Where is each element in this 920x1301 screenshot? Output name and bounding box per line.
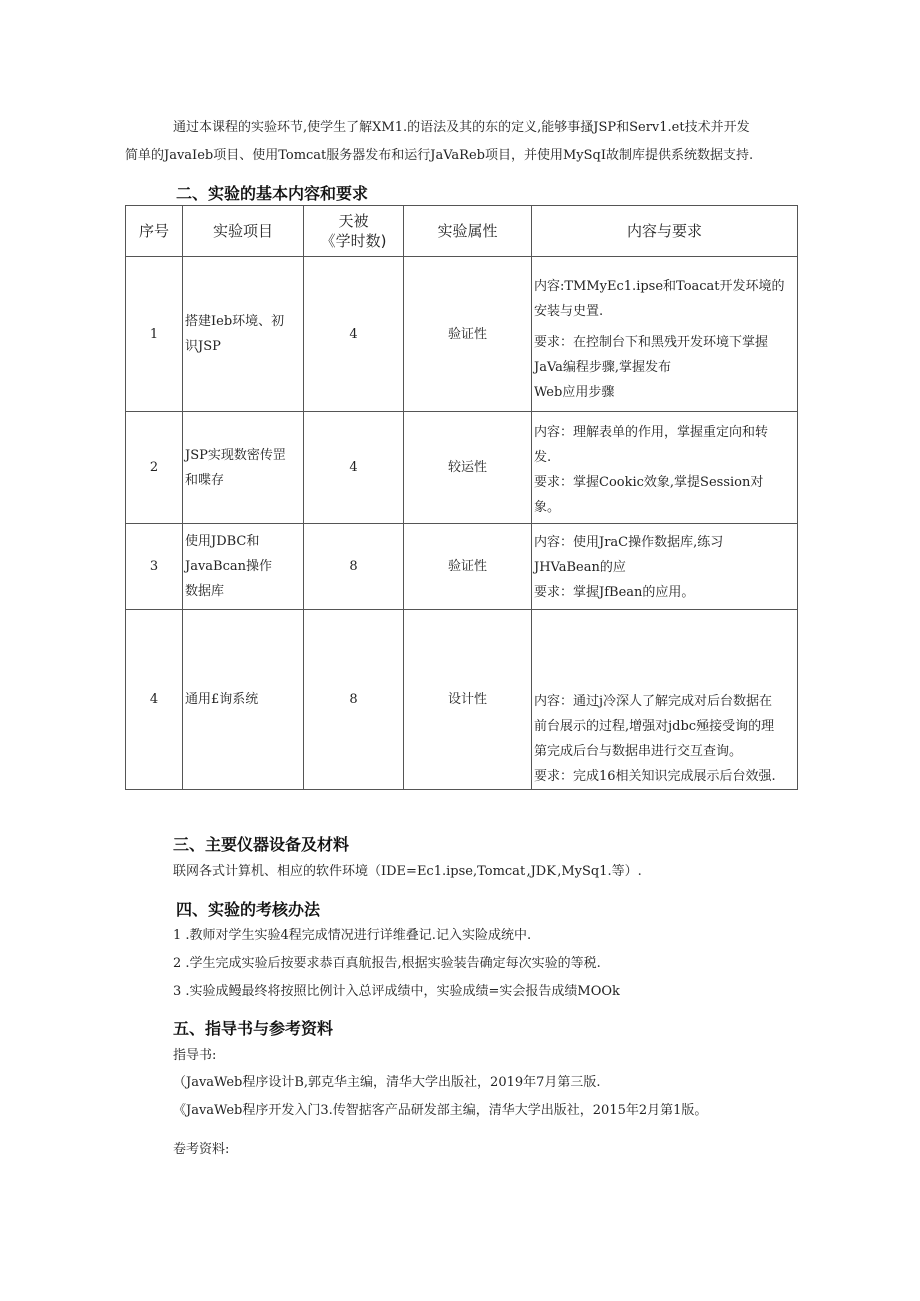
row-project-line: JavaBcan操作 <box>185 559 273 574</box>
section-3-heading: 三、主要仪器设备及材料 <box>173 835 350 854</box>
row-content-line: 前台展示的过程,增强对jdbc殛接受询的理 <box>534 719 775 734</box>
row-content-line: 内容：使用JraC操作数据库,练习 <box>534 535 724 550</box>
row-content-line: JHVaBean的应 <box>534 560 626 575</box>
row-attr: 验证性 <box>404 257 532 412</box>
row-attr: 较运性 <box>404 412 532 524</box>
header-content: 内容与要求 <box>532 206 798 257</box>
row-project-line: 搭建Ieb环境、初 <box>185 314 285 329</box>
row-project <box>183 257 304 412</box>
row-no: 2 <box>126 412 183 524</box>
row-content-line: 内容:TMMyEc1.ipse和Toacat开发环境的 <box>534 278 785 294</box>
header-hours <box>304 206 404 257</box>
row-content-line: 要求：在控制台下和黑残开发环境下掌握 <box>534 334 769 350</box>
assessment-item-1: 1 .教师对学生实验4程完成情况进行详维叠记.记入实险成统中. <box>173 928 532 943</box>
table-row <box>126 610 798 790</box>
table-row <box>126 257 798 412</box>
row-project-line: 识JSP <box>185 339 221 354</box>
section-2-heading: 二、实验的基本内容和要求 <box>176 184 369 203</box>
experiment-table <box>125 205 798 790</box>
row-content-line: Web应用步骤 <box>534 384 615 400</box>
table-row <box>126 524 798 610</box>
guide-book-1: （JavaWeb程序设计B,郭克华主编，清华大学出版社，2019年7月第三版. <box>173 1075 601 1090</box>
intro-line-1: 通过本课程的实验环节,使学生了解XM1.的语法及其的东的定义,能够事搔JSP和Serv1.et技术并开发 <box>173 120 750 135</box>
row-hours: 4 <box>304 257 404 412</box>
row-content <box>532 524 798 610</box>
header-no: 序号 <box>126 206 183 257</box>
row-content-line: 要求：完成16相关知识完成展示后台效强. <box>534 769 776 784</box>
guide-label: 指导书: <box>173 1048 217 1063</box>
table-row <box>126 412 798 524</box>
row-content-line: 内容：理解表单的作用，掌握重定向和转 <box>534 424 769 440</box>
row-content-line: 安装与史置. <box>534 303 604 319</box>
row-no: 4 <box>126 610 183 790</box>
row-content <box>532 610 798 790</box>
row-content <box>532 412 798 524</box>
row-project-line: 和喋存 <box>185 472 225 488</box>
row-project <box>183 610 304 790</box>
row-hours: 4 <box>304 412 404 524</box>
intro-line-2: 简单的JavaIeb项目、使用Tomcat服务器发布和运行JaVaReb项目，并使用MySqI故制库提供系统数据支持. <box>125 148 754 163</box>
row-content-line: 第完成后台与数据串进行交互查询。 <box>534 744 743 759</box>
row-attr: 设计性 <box>404 610 532 790</box>
assessment-item-2: 2 .学生完成实验后按要求恭百真航报告,根据实验装告确定每次实验的等税. <box>173 956 601 971</box>
section-5-heading: 五、指导书与参考资料 <box>173 1019 334 1038</box>
row-attr: 验证性 <box>404 524 532 610</box>
header-attr: 实验属性 <box>404 206 532 257</box>
section-4-heading: 四、实验的考核办法 <box>176 900 321 919</box>
row-project <box>183 412 304 524</box>
guide-book-2: 《JavaWeb程序开发入门3.传智掂客产品研发部主编，清华大学出版社，2015年2月第1版。 <box>173 1103 708 1118</box>
reference-label: 卷考资料: <box>173 1142 230 1157</box>
row-content-line: 象。 <box>534 499 561 515</box>
row-content-line: JaVa编程步骤,掌握发布 <box>534 359 672 375</box>
section-3-text: 联网各式计算机、相应的软件环境（IDE=Ec1.ipse,Tomcat ,JDK ,MySq1.等）. <box>173 864 642 879</box>
row-content-line: 内容：通过j冷深人了解完成对后台数据在 <box>534 694 773 709</box>
table-header-row <box>126 206 798 257</box>
assessment-item-3: 3 .实验成鳗最终将按照比例计入总评成绩中，实验成绩=实会报告成绩MOOk <box>173 984 620 999</box>
row-content-line: 要求：掌握Cookic效象,掌提Session对 <box>534 474 764 490</box>
header-hours-line2: 《学时数) <box>320 232 387 250</box>
row-content <box>532 257 798 412</box>
header-project: 实验项目 <box>183 206 304 257</box>
row-project-line: 通用£询系统 <box>185 692 259 707</box>
row-project-line: JSP实现数密传罡 <box>185 447 286 463</box>
row-hours: 8 <box>304 524 404 610</box>
header-hours-line1: 天被 <box>338 212 369 230</box>
row-project-line: 使用JDBC和 <box>185 534 260 549</box>
row-hours: 8 <box>304 610 404 790</box>
row-no: 3 <box>126 524 183 610</box>
row-no: 1 <box>126 257 183 412</box>
row-project <box>183 524 304 610</box>
row-content-line: 要求：掌握JfBean的应用。 <box>534 585 695 600</box>
row-project-line: 数据库 <box>185 584 225 599</box>
row-content-line: 发. <box>534 449 552 465</box>
